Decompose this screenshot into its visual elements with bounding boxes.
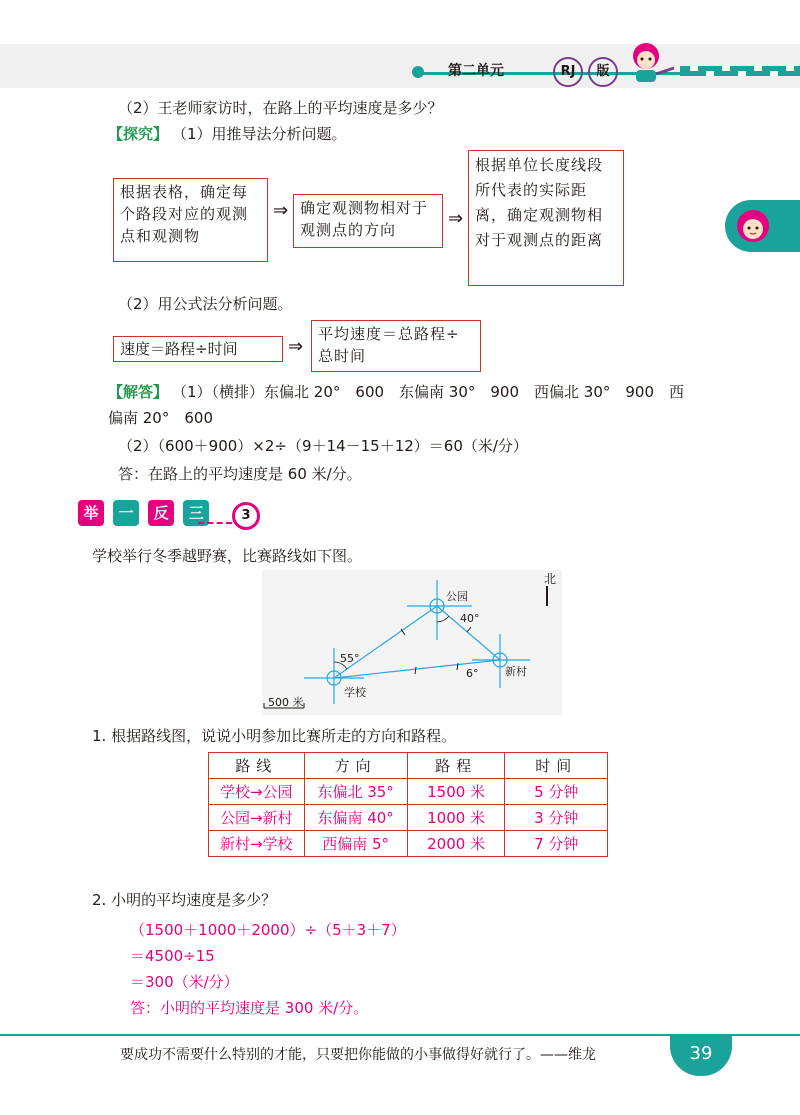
angle-village-label: 6° <box>466 667 479 680</box>
question-2: （2）王老师家访时，在路上的平均速度是多少？ <box>118 99 443 117</box>
table-cell: 7 分钟 <box>505 831 608 857</box>
section-char-1: 举 <box>78 500 104 526</box>
table-cell: 1500 米 <box>407 779 505 805</box>
question-1: 1. 根据路线图，说说小明参加比赛所走的方向和路程。 <box>92 727 457 745</box>
header-dot <box>412 66 424 78</box>
table-header-distance: 路程 <box>407 753 505 779</box>
section-dash <box>198 522 232 524</box>
park-label: 公园 <box>446 590 468 603</box>
angle-park-label: 40° <box>460 612 480 625</box>
table-cell: 学校→公园 <box>209 779 305 805</box>
formula-box-1: 速度＝路程÷时间 <box>113 336 283 362</box>
school-label: 学校 <box>344 686 366 699</box>
answer-line-2: ＝4500÷15 <box>130 947 215 965</box>
village-label: 新村 <box>505 665 527 678</box>
solution-line-2: （2）（600＋900）×2÷（9＋14－15＋12）＝60（米/分） <box>118 437 528 455</box>
flow-arrow-2: ⇒ <box>448 208 464 229</box>
solution-answer: 答：在路上的平均速度是 60 米/分。 <box>118 465 362 483</box>
route-table <box>208 752 608 857</box>
mascot-face-icon <box>735 208 771 244</box>
answer-line-3: ＝300（米/分） <box>130 973 239 991</box>
question-2b: 2. 小明的平均速度是多少？ <box>92 891 277 909</box>
table-cell: 公园→新村 <box>209 805 305 831</box>
unit-title: 第二单元 <box>448 63 504 79</box>
route-map <box>262 570 562 715</box>
formula-box-2: 平均速度＝总路程÷总时间 <box>311 320 481 372</box>
section-number-badge: 3 <box>232 502 260 530</box>
table-cell: 东偏南 40° <box>304 805 407 831</box>
table-header-direction: 方向 <box>304 753 407 779</box>
badge-rj: RJ <box>553 57 583 87</box>
table-cell: 1000 米 <box>407 805 505 831</box>
formula-intro: （2）用公式法分析问题。 <box>118 295 293 313</box>
explore-text: （1）用推导法分析问题。 <box>172 125 347 143</box>
explore-tag: 【探究】 <box>108 125 169 143</box>
table-header-row <box>209 753 608 779</box>
north-label: 北 <box>544 572 557 586</box>
table-row <box>209 805 608 831</box>
solution-tag: 【解答】 <box>108 383 169 401</box>
section-header <box>78 500 209 528</box>
section-char-3: 反 <box>148 500 174 526</box>
formula-arrow: ⇒ <box>288 336 304 357</box>
flow-box-2: 确定观测物相对于观测点的方向 <box>293 194 443 248</box>
north-arrow <box>546 586 548 606</box>
section-char-4: 三 <box>183 500 209 526</box>
flow-arrow-1: ⇒ <box>273 200 289 221</box>
answer-line-1: （1500＋1000＋2000）÷（5＋3＋7） <box>130 921 406 939</box>
header-pattern <box>680 60 800 82</box>
table-cell: 2000 米 <box>407 831 505 857</box>
table-header-time: 时间 <box>505 753 608 779</box>
table-row <box>209 779 608 805</box>
answer-line-4: 答：小明的平均速度是 300 米/分。 <box>130 999 369 1017</box>
section-char-2: 一 <box>113 500 139 526</box>
angle-school-label: 55° <box>340 652 360 665</box>
table-cell: 东偏北 35° <box>304 779 407 805</box>
flow-box-3: 根据单位长度线段所代表的实际距离，确定观测物相对于观测点的距离 <box>468 150 624 286</box>
scale-label: 500 米 <box>268 696 304 709</box>
solution-line-1b: 偏南 20° 600 <box>108 409 213 427</box>
page-number: 39 <box>670 1036 732 1076</box>
mascot-girl-illustration <box>622 38 676 86</box>
solution-line-1: （1）（横排）东偏北 20° 600 东偏南 30° 900 西偏北 30° 900 西 <box>172 383 685 401</box>
badge-ban: 版 <box>588 57 618 87</box>
table-cell: 新村→学校 <box>209 831 305 857</box>
problem-intro: 学校举行冬季越野赛，比赛路线如下图。 <box>92 547 363 565</box>
table-cell: 3 分钟 <box>505 805 608 831</box>
footer-quote: 要成功不需要什么特别的才能，只要把你能做的小事做得好就行了。——维龙 <box>120 1047 596 1063</box>
table-cell: 5 分钟 <box>505 779 608 805</box>
table-row <box>209 831 608 857</box>
table-header-route: 路线 <box>209 753 305 779</box>
table-cell: 西偏南 5° <box>304 831 407 857</box>
flow-box-1: 根据表格，确定每个路段对应的观测点和观测物 <box>113 178 268 262</box>
